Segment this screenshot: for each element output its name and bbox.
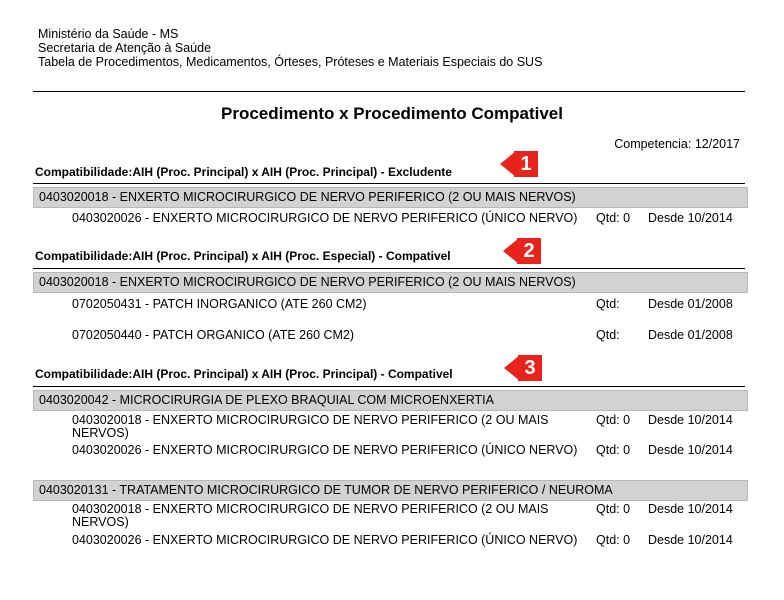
page-title: Procedimento x Procedimento Compativel	[221, 104, 563, 123]
compatible-item-desde: Desde 01/2008	[648, 328, 733, 342]
compatible-item-qtd: Qtd: 0	[596, 413, 631, 427]
procedure-row: 0403020018 - ENXERTO MICROCIRURGICO DE NERVO PERIFERICO (2 OU MAIS NERVOS)	[33, 187, 748, 208]
procedure-row: 0403020042 - MICROCIRURGIA DE PLEXO BRAQUIAL COM MICROENXERTIA	[33, 390, 748, 411]
section-heading-especial-compativel: Compatibilidade:AIH (Proc. Principal) x AIH (Proc. Especial) - Compativel	[35, 249, 451, 263]
document-header	[38, 27, 542, 69]
compatible-item-desde: Desde 01/2008	[648, 297, 733, 311]
compatible-item-qtd: Qtd: 0	[596, 211, 631, 225]
compatible-item-desc: 0403020018 - ENXERTO MICROCIRURGICO DE NERVO PERIFERICO (2 OU MAIS NERVOS)	[72, 413, 549, 440]
compatible-item-qtd: Qtd: 0	[596, 533, 631, 547]
section-divider	[33, 268, 745, 269]
compatible-item-desc: 0702050440 - PATCH ORGANICO (ATE 260 CM2)	[72, 328, 355, 342]
procedure-row: 0403020131 - TRATAMENTO MICROCIRURGICO DE TUMOR DE NERVO PERIFERICO / NEUROMA	[33, 480, 748, 501]
section-divider	[33, 386, 745, 387]
section-divider	[33, 183, 745, 184]
marker-number: 2	[517, 238, 541, 264]
marker-number: 3	[518, 355, 542, 381]
compatible-item-desc: 0403020026 - ENXERTO MICROCIRURGICO DE NERVO PERIFERICO (ÚNICO NERVO)	[72, 533, 578, 547]
procedure-row: 0403020018 - ENXERTO MICROCIRURGICO DE NERVO PERIFERICO (2 OU MAIS NERVOS)	[33, 272, 748, 293]
compatible-item-desc: 0702050431 - PATCH INORGANICO (ATE 260 CM2)	[72, 297, 367, 311]
marker-number: 1	[514, 151, 538, 177]
compatible-item-desde: Desde 10/2014	[648, 502, 733, 516]
compatible-item-desc: 0403020018 - ENXERTO MICROCIRURGICO DE NERVO PERIFERICO (2 OU MAIS NERVOS)	[72, 502, 549, 529]
header-divider	[33, 91, 745, 92]
compatible-item-desde: Desde 10/2014	[648, 443, 733, 457]
section-heading-excludente: Compatibilidade:AIH (Proc. Principal) x AIH (Proc. Principal) - Excludente	[35, 165, 452, 179]
compatible-item-qtd: Qtd: 0	[596, 443, 631, 457]
competencia-label: Competencia: 12/2017	[614, 137, 740, 151]
header-ministry: Ministério da Saúde - MS	[38, 27, 179, 41]
header-secretaria: Secretaria de Atenção à Saúde	[38, 41, 212, 55]
compatible-item-qtd: Qtd:	[596, 297, 620, 311]
compatible-item-desc: 0403020026 - ENXERTO MICROCIRURGICO DE NERVO PERIFERICO (ÚNICO NERVO)	[72, 443, 578, 457]
compatible-item-qtd: Qtd: 0	[596, 502, 631, 516]
section-heading-principal-compativel: Compatibilidade:AIH (Proc. Principal) x AIH (Proc. Principal) - Compativel	[35, 367, 453, 381]
header-tabela: Tabela de Procedimentos, Medicamentos, Órteses, Próteses e Materiais Especiais do SUS	[38, 55, 543, 69]
compatible-item-qtd: Qtd:	[596, 328, 620, 342]
compatible-item-desc: 0403020026 - ENXERTO MICROCIRURGICO DE NERVO PERIFERICO (ÚNICO NERVO)	[72, 211, 578, 225]
compatible-item-desde: Desde 10/2014	[648, 211, 733, 225]
compatible-item-desde: Desde 10/2014	[648, 533, 733, 547]
compatible-item-desde: Desde 10/2014	[648, 413, 733, 427]
